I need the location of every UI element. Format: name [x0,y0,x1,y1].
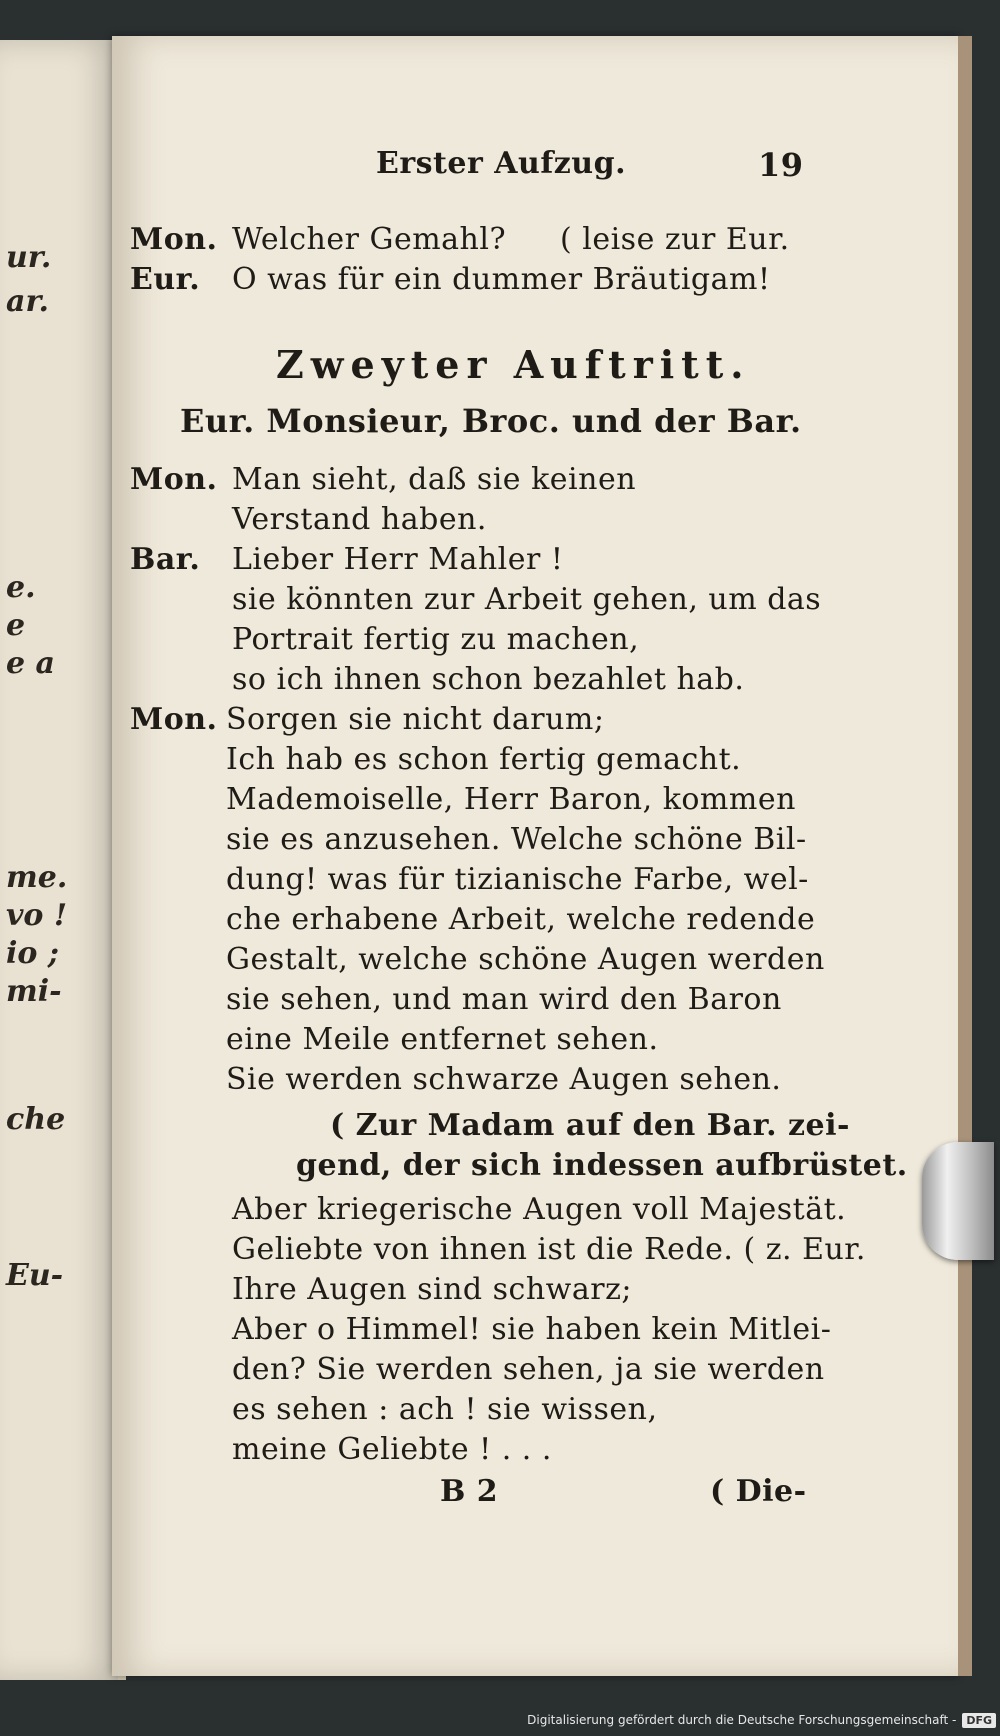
stage-direction: ( leise zur Eur. [560,222,790,257]
dialogue-line: eine Meile entfernet sehen. [226,1022,659,1057]
dialogue-line: sie sehen, und man wird den Baron [226,982,782,1017]
stage-direction: gend, der sich indessen aufbrüstet. [296,1148,908,1183]
dialogue-line: Sie werden schwarze Augen sehen. [226,1062,782,1097]
dialogue-line: Verstand haben. [232,502,487,537]
left-fragment: mi- [6,974,62,1009]
dialogue-line: che erhabene Arbeit, welche redende [226,902,816,937]
persons-list: Eur. Monsieur, Broc. und der Bar. [180,402,802,440]
dialogue-line: meine Geliebte ! . . . [232,1432,552,1467]
left-fragment: Eu- [6,1258,64,1293]
speaker-label: Mon. [130,702,218,737]
dialogue-line: Gestalt, welche schöne Augen werden [226,942,825,977]
speaker-label: Bar. [130,542,201,577]
credit-text: Digitalisierung gefördert durch die Deutsche Forschungsgemeinschaft - [527,1713,957,1727]
dialogue-line: Man sieht, daß sie keinen [232,462,637,497]
dialogue-line: Aber o Himmel! sie haben kein Mitlei- [232,1312,832,1347]
dialogue-line: Aber kriegerische Augen voll Majestät. [232,1192,847,1227]
dialogue-line: Sorgen sie nicht darum; [226,702,605,737]
speaker-label: Mon. [130,462,218,497]
dialogue-line: so ich ihnen schon bezahlet hab. [232,662,745,697]
dfg-logo-icon: DFG [962,1713,996,1728]
signature-mark: B 2 [440,1474,499,1509]
dialogue-line: Portrait fertig zu machen, [232,622,640,657]
catchword: ( Die- [710,1474,807,1509]
left-fragment: ur. [6,240,52,275]
page-edge [958,36,972,1676]
dialogue-line: den? Sie werden sehen, ja sie werden [232,1352,825,1387]
left-page [0,40,126,1680]
page-clip [922,1142,994,1260]
left-fragment: e a [6,646,55,681]
dialogue-line: Ihre Augen sind schwarz; [232,1272,632,1307]
dialogue-line: Welcher Gemahl? [232,222,507,257]
speaker-label: Mon. [130,222,218,257]
speaker-label: Eur. [130,262,201,297]
left-fragment: e [6,608,26,643]
dialogue-line: Ich hab es schon fertig gemacht. [226,742,742,777]
stage-direction: ( Zur Madam auf den Bar. zei- [330,1108,850,1143]
left-fragment: ar. [6,284,49,319]
dialogue-line: sie es anzusehen. Welche schöne Bil- [226,822,807,857]
left-fragment: io ; [6,936,59,971]
dialogue-line: sie könnten zur Arbeit gehen, um das [232,582,822,617]
left-fragment: e. [6,570,36,605]
left-fragment: vo ! [6,898,68,933]
digitization-credit [527,1708,996,1732]
dialogue-line: Lieber Herr Mahler ! [232,542,564,577]
dialogue-line: Mademoiselle, Herr Baron, kommen [226,782,796,817]
dialogue-line: dung! was für tizianische Farbe, wel- [226,862,809,897]
left-fragment: me. [6,860,68,895]
scene-title: Zweyter Auftritt. [276,342,751,387]
left-fragment: che [6,1102,66,1137]
dialogue-line: O was für ein dummer Bräutigam! [232,262,771,297]
page-number: 19 [758,146,804,184]
dialogue-line: es sehen : ach ! sie wissen, [232,1392,658,1427]
dialogue-line: Geliebte von ihnen ist die Rede. ( z. Eur. [232,1232,866,1267]
running-title: Erster Aufzug. [376,146,627,181]
